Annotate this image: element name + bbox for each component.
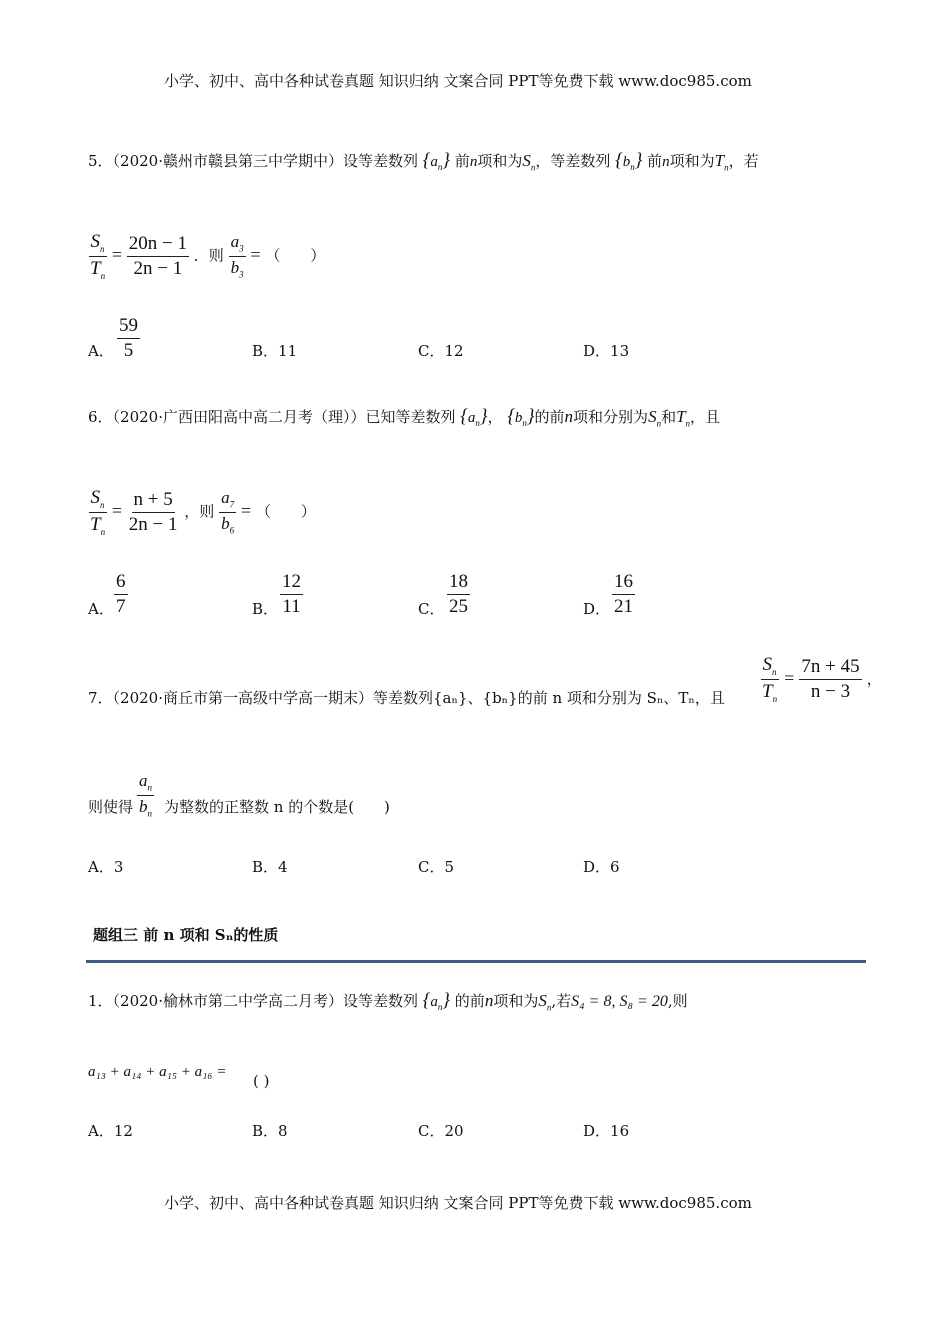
- question-6-line1: [88, 406, 720, 428]
- ratio-ab: $\frac{a_3}{b_3}$: [230, 232, 244, 280]
- symbol-Sn: $S_n$: [648, 407, 662, 429]
- sum-expression: a₁₃ + a₁₄ + a₁₅ + a₁₆ =: [88, 1064, 227, 1080]
- question-text: 项和分别为: [573, 408, 649, 426]
- ratio-st: $\frac{S_n}{T_n}$: [762, 654, 778, 705]
- option-c[interactable]: C．: [418, 600, 445, 618]
- question-6-line2: [88, 488, 316, 537]
- option-b[interactable]: B．11: [252, 342, 298, 360]
- ratio-formula: $\frac{20n - 1}{2n - 1}$: [128, 233, 188, 280]
- variable-n: n: [662, 154, 670, 170]
- question-text: 前: [647, 152, 663, 170]
- option-d-fraction: $\frac{16}{21}$: [614, 571, 633, 617]
- sequence-a: $\{a_n\}$: [422, 150, 451, 172]
- question-text: ,则: [667, 992, 688, 1010]
- question-source: （2020·商丘市第一高级中学高一期末）: [112, 689, 373, 707]
- question-text: ,若: [551, 992, 572, 1010]
- question-text: 等差数列{aₙ}、{bₙ}的前 n 项和分别为 Sₙ、Tₙ，且: [373, 689, 725, 707]
- equals-sign: =: [784, 668, 795, 689]
- question-text: 的前: [534, 408, 565, 426]
- sequence-a: $\{a_n\}$: [460, 406, 488, 428]
- question-text: 和: [661, 408, 677, 426]
- question-text: 项和为: [669, 152, 715, 170]
- question-text: ，且: [690, 408, 721, 426]
- ratio-st: $\frac{S_n}{T_n}$: [90, 231, 106, 282]
- equals-sign: =: [250, 244, 261, 265]
- question-text: 项和为: [477, 152, 523, 170]
- question-7-ratio: [760, 655, 882, 704]
- variable-n: n: [469, 154, 478, 170]
- question-number: 5．: [88, 152, 113, 170]
- option-a[interactable]: A．: [88, 342, 114, 360]
- question-source: （2020·广西田阳高中高二月考（理））: [112, 408, 366, 426]
- question-text: ，等差数列: [535, 152, 611, 170]
- option-c[interactable]: C．5: [418, 858, 455, 876]
- variable-n: n: [484, 991, 494, 1010]
- question-5-line1: [88, 150, 759, 172]
- section-divider: [86, 960, 866, 963]
- option-a[interactable]: A．3: [88, 858, 124, 876]
- option-d[interactable]: D．16: [583, 1122, 630, 1140]
- question-number: 1．: [88, 992, 113, 1010]
- question-text: ，则: [184, 502, 215, 521]
- question-text: 设等差数列: [343, 152, 419, 170]
- page-footer: 小学、初中、高中各种试卷真题 知识归纳 文案合同 PPT等免费下载 www.doc985.com: [164, 1194, 752, 1212]
- symbol-Sn: $S_n$: [522, 151, 536, 173]
- condition-formula: S₄ = 8, S₈ = 20: [571, 993, 668, 1010]
- ratio-ab: $\frac{a_n}{b_n}$: [139, 771, 152, 819]
- question-text: 已知等差数列: [365, 408, 456, 426]
- question-text: ，若: [728, 152, 759, 170]
- equals-sign: =: [111, 244, 123, 265]
- question-source: （2020·榆林市第二中学高二月考）: [112, 992, 343, 1010]
- equals-sign: =: [111, 500, 123, 521]
- option-d[interactable]: D．6: [583, 858, 620, 876]
- option-b[interactable]: B．8: [252, 1122, 288, 1140]
- question-text: 为整数的正整数 n 的个数是( ): [164, 798, 390, 816]
- symbol-Tn: $T_n$: [676, 407, 691, 429]
- option-c-fraction: $\frac{18}{25}$: [449, 571, 468, 617]
- question-text: 设等差数列: [343, 992, 419, 1010]
- question-text: 则使得: [88, 798, 134, 816]
- option-a[interactable]: A．: [88, 600, 114, 618]
- answer-blank: （ ）: [265, 246, 326, 265]
- option-a[interactable]: A．12: [88, 1122, 133, 1140]
- answer-blank: （ ）: [255, 502, 316, 521]
- equals-sign: =: [240, 500, 252, 521]
- question-7-line1: [88, 687, 725, 708]
- ratio-ab: $\frac{a_7}{b_6}$: [221, 488, 235, 536]
- symbol-Tn: $T_n$: [714, 151, 729, 173]
- option-d[interactable]: D．: [583, 600, 611, 618]
- question-text: 前: [454, 152, 470, 170]
- sequence-b: $\{b_n\}$: [507, 406, 535, 428]
- option-a-fraction: $\frac{59}{5}$: [119, 315, 138, 361]
- symbol-Sn: $S_n$: [538, 991, 552, 1013]
- option-a-fraction: $\frac{6}{7}$: [116, 571, 126, 617]
- question-source: （2020·赣州市赣县第三中学期中）: [112, 152, 343, 170]
- ratio-st: $\frac{S_n}{T_n}$: [90, 487, 106, 538]
- question-5-line2: [88, 232, 325, 281]
- ratio-formula: $\frac{7n + 45}{n - 3}$: [801, 656, 860, 703]
- ratio-formula: $\frac{n + 5}{2n - 1}$: [128, 489, 178, 536]
- variable-n: n: [564, 407, 574, 426]
- section-title: 题组三 前 n 项和 Sₙ的性质: [93, 926, 279, 944]
- question-text: ，: [487, 408, 503, 426]
- option-c[interactable]: C．20: [418, 1122, 464, 1140]
- option-d[interactable]: D．13: [583, 342, 630, 360]
- sequence-b: $\{b_n\}$: [615, 150, 643, 172]
- answer-blank: ( ): [253, 1072, 270, 1090]
- question-number: 7．: [88, 689, 113, 707]
- question-text: ，: [866, 670, 882, 689]
- question-text: 的前: [454, 992, 485, 1010]
- question-1-line2: [88, 1062, 226, 1081]
- question-number: 6．: [88, 408, 113, 426]
- question-1-line1: [88, 990, 688, 1012]
- page-header: 小学、初中、高中各种试卷真题 知识归纳 文案合同 PPT等免费下载 www.doc985.com: [164, 72, 752, 90]
- question-text: ．则: [193, 246, 224, 265]
- option-b-fraction: $\frac{12}{11}$: [282, 571, 301, 617]
- option-b[interactable]: B．4: [252, 858, 288, 876]
- question-7-line2: [88, 796, 133, 817]
- sequence-a: $\{a_n\}$: [422, 990, 451, 1012]
- option-b[interactable]: B．: [252, 600, 279, 618]
- question-text: 项和为: [493, 992, 539, 1010]
- option-c[interactable]: C．12: [418, 342, 464, 360]
